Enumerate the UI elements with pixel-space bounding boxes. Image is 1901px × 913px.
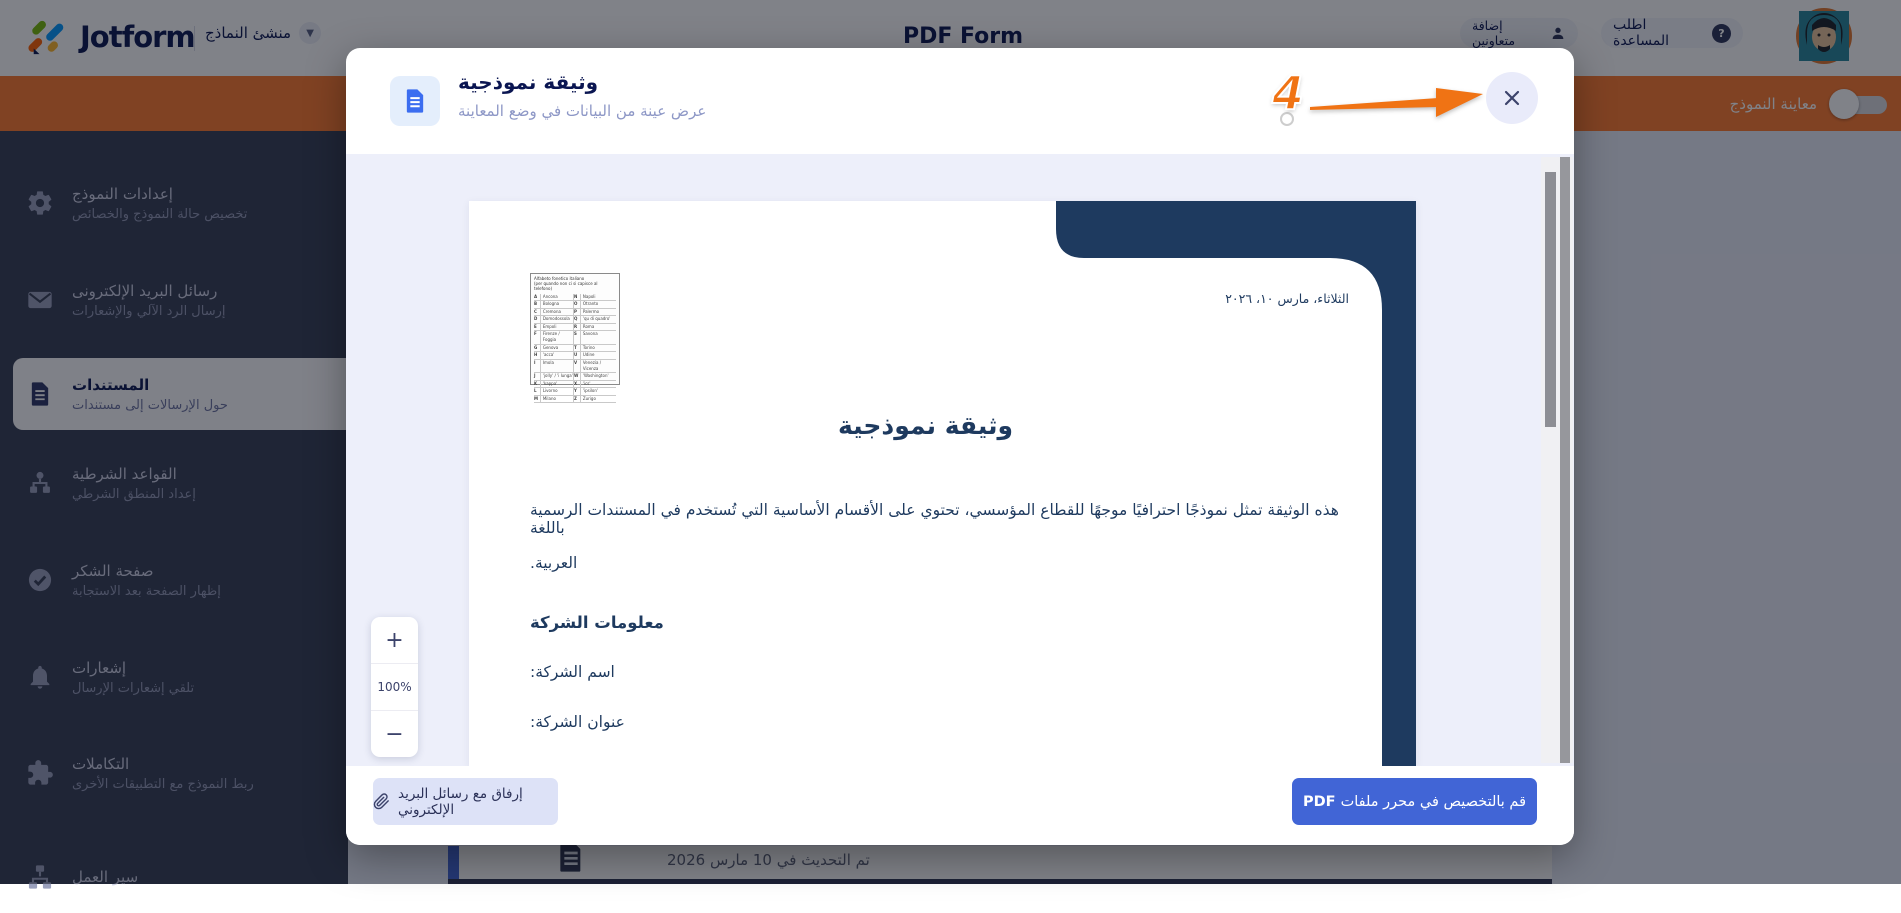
close-button[interactable] [1486, 72, 1538, 124]
document-page [469, 201, 1416, 766]
annotation-arrow-icon [1310, 74, 1488, 122]
attach-to-emails-button[interactable] [373, 778, 558, 825]
zoom-widget [371, 617, 418, 757]
attach-button-label: إرفاق مع رسائل البريد الإلكتروني [398, 785, 523, 818]
annotation-number-4: 4 [1272, 66, 1305, 120]
company-info-heading: معلومات الشركة [530, 613, 664, 632]
document-date: الثلاثاء، مارس ١٠، ٢٠٢٦ [1225, 291, 1349, 306]
zoom-in-button[interactable]: + [385, 627, 404, 653]
document-preview-area [346, 154, 1574, 766]
document-paragraph: هذه الوثيقة تمثل نموذجًا احترافيًا موجهًا للقطاع المؤسسي، تحتوي على الأقسام الأساسية التي تُستخدم في المستندات الرسمية باللغة .العربية [530, 501, 1339, 572]
company-address-field-label: :عنوان الشركة [530, 713, 625, 731]
modal-footer [346, 766, 1574, 845]
zoom-out-button[interactable]: − [385, 721, 404, 747]
customize-in-pdf-editor-button[interactable] [1292, 778, 1537, 825]
annotation-small-circle [1280, 112, 1294, 126]
embedded-table-image: Alfabeto fonetico italiano (per quando non ci si capisce al telefono) A Ancona N Napoli B Bologna O Otranto C Cremona P Palermo D Domodossola Q 'qu di quadro' E Empoli R Roma F Firenze / Foggia S Savona G Genova T Torino H 'acca' U Udine I Imola V Venezia / Vicenza J 'jolly' / 'i lunga' W 'Washington' K 'kappa' X 'ics' L Livorno Y 'ipsilon' M Milano Z Zurigo [530, 273, 620, 385]
modal-title: وثيقة نموذجية [458, 70, 599, 94]
blue-document-icon [401, 87, 429, 115]
sample-document-modal [346, 48, 1574, 845]
paperclip-icon [373, 793, 390, 810]
modal-subtitle: عرض عينة من البيانات في وضع المعاينة [458, 102, 707, 120]
pdf-label: PDF [1302, 793, 1336, 810]
preview-scrollbar-thumb[interactable] [1545, 172, 1556, 427]
zoom-level: 100% [371, 663, 418, 711]
close-icon [1502, 88, 1522, 108]
customize-button-label: قم بالتخصيص في محرر ملفات [1340, 793, 1527, 810]
modal-document-icon-tile [390, 76, 440, 126]
preview-scrollbar-track [1541, 157, 1573, 763]
modal-scrollbar-thumb[interactable] [1560, 157, 1570, 763]
company-name-field-label: :اسم الشركة [530, 663, 615, 681]
document-title: وثيقة نموذجية [837, 411, 1014, 440]
